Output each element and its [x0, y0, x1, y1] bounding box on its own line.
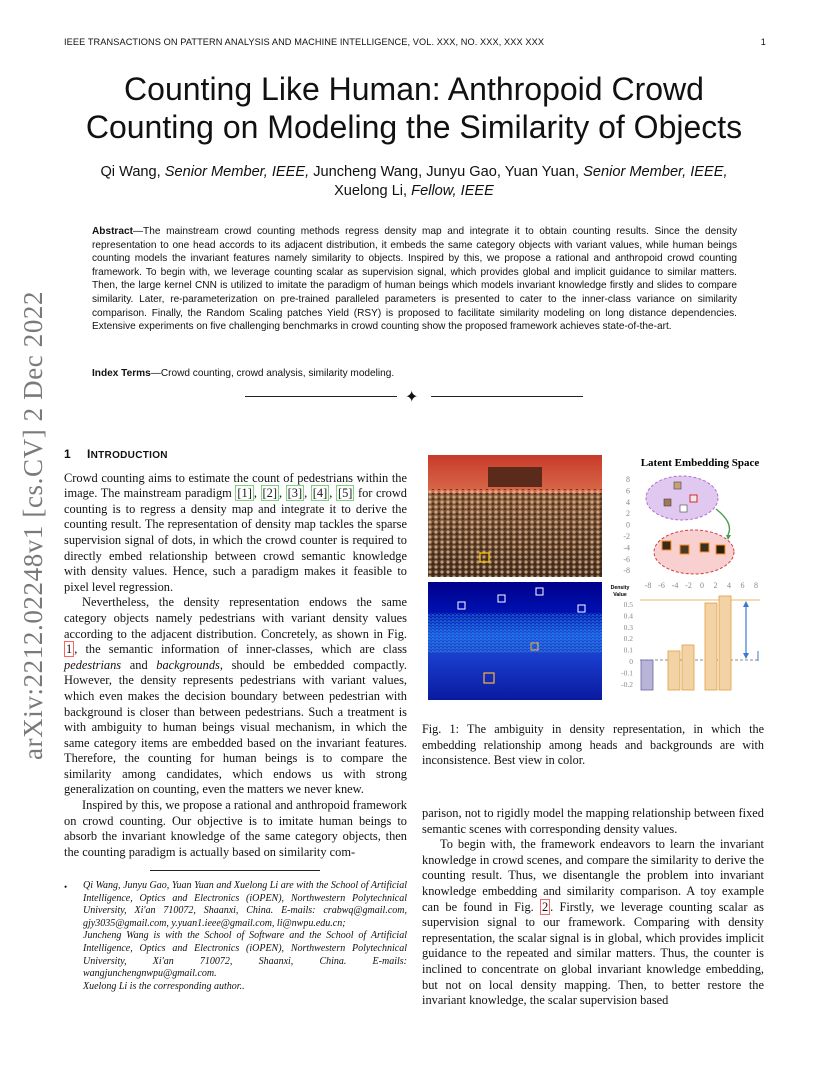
section-title-rest: NTRODUCTION — [90, 450, 168, 461]
index-terms-text: —Crowd counting, crowd analysis, similarity modeling. — [150, 368, 395, 379]
figure-caption: Fig. 1: The ambiguity in density representation, in which the embedding relationship among heads and backgrounds are with inconsistence. Best view in color. — [422, 722, 764, 768]
footnote-affiliation-2: Juncheng Wang is with the School of Software and the School of Artificial Intelligence, Optics and Electronics (iOPEN), Northwestern Polytechnical University, Xi'an 710072, Shaanxi, China. E-mails: wangjunchengnwpu@gmail.com. — [83, 930, 407, 980]
latent-y-ticks — [623, 475, 630, 575]
title-line-1: Counting Like Human: Anthropoid Crowd — [124, 71, 704, 107]
latent-x-tick: -2 — [685, 581, 692, 590]
latent-y-tick: -6 — [623, 554, 630, 564]
rp2-text-b: . Firstly, we leverage counting scalar as supervision signal to our framework. Comparing with density representation, the scalar signal is in global, which provides implicit guidance to the repeated and similar matters. Thus, the counter is inclined to concentrate on global invariant knowledge embedding, but not on local density mapping. Then, to better restore the invariant knowledge, the scalar supervision based — [422, 899, 764, 1008]
green-arrow-head-icon — [726, 535, 731, 540]
latent-y-tick: 8 — [626, 475, 630, 484]
latent-x-tick: 8 — [754, 581, 758, 590]
paragraph-1: Crowd counting aims to estimate the count of pedestrians within the image. The mainstream paradigm [1] , [2] , [3] , [4] , [5] for crowd counting is to regress a density map and integrate it to derive the counting result. The representation of density map tackles the sparse supervision signal of dots, in which the crowd counter is required to directly embed relationship between crowd semantic knowledge with density values. Hence, such a paradigm makes it feasible to pixel level regression. — [64, 470, 407, 594]
latent-y-tick: 0 — [626, 520, 630, 530]
crowd-photo — [428, 455, 602, 577]
right-paragraph-1: parison, not to rigidly model the mapping relationship between fixed semantic scenes with corresponding density values. — [422, 806, 764, 836]
p1-text-a: Crowd counting aims to estimate the count of pedestrians within the image. The mainstream paradigm — [64, 470, 407, 501]
p2-text-c: and — [121, 657, 157, 672]
fig-ref-2[interactable]: 2 — [541, 899, 549, 914]
section-title-first: I — [86, 447, 91, 461]
paper-title — [60, 70, 768, 146]
author-list — [60, 163, 768, 201]
density-heatmap — [428, 582, 602, 700]
latent-x-tick: -4 — [671, 581, 679, 590]
figure-1 — [428, 455, 768, 700]
footnote — [64, 880, 407, 993]
density-y-ticks — [621, 600, 633, 689]
author-5-role: Fellow, IEEE — [411, 183, 494, 199]
index-terms-label: Index Terms — [92, 368, 151, 379]
p1-text-b: for crowd counting is to regress a density map and integrate it to derive the counting result. The representation of density map tackles the sparse supervision signal of dots, in which the crowd counter is required to directly embed relationship between crowd semantic knowledge with density values. Hence, such a paradigm makes it feasible to pixel level regression. — [64, 486, 407, 594]
density-label-2: Value — [613, 592, 627, 598]
latent-x-ticks — [645, 581, 758, 590]
latent-x-tick: 2 — [713, 581, 718, 590]
divider-line-right — [431, 396, 583, 397]
footnote-bullet: • — [64, 882, 68, 892]
author-1-role: Senior Member, IEEE, — [164, 164, 310, 180]
latent-y-tick: 2 — [626, 509, 630, 519]
index-terms — [92, 367, 737, 381]
latent-y-tick: -4 — [623, 543, 630, 553]
p2-text-d: , should be embedded compactly. However, the density represents pedestrians with variant values, which even makes the decision boundary between pedestrian with background is closer than between pedestrians. Such a treatment is with ambiguity to human beings visual mechanism, in which the same category items are embedded based on the invariant features. Therefore, the counting for human beings is to compare the similarity among candidates, which endows us with strong generalization on counting, even the matters we never knew. — [64, 657, 407, 797]
abstract-text: —The mainstream crowd counting methods regress density map and integrate it to obtain counting results. Since the density representation to one head accords to its adjacent distribution, it embeds the same category objects with variant values, while human beings counting models the invariant features namely similarity to objects. Inspired by this, we propose a rational and anthropoid crowd counting framework. To begin with, we leverage counting scalar as supervision signal, which provides global and implicit guidance to similar matters. Then, the large kernel CNN is utilized to imitate the paradigm of human beings which models invariant knowledge firstly and slides to compare similarity. Later, re-parameterization on pre-trained paralleled parameters is presented to cater to the inner-class variance on similarity comparison. Finally, the Random Scaling patches Yield (RSY) is proposed to facilitate similarity modeling on long distance dependencies. Extensive experiments on five challenging benchmarks in crowd counting show the proposed framework achieves state-of-the-art. — [92, 226, 737, 333]
footnote-affiliation-1: Qi Wang, Junyu Gao, Yuan Yuan and Xuelong Li are with the School of Artificial Intelligence, Optics and Electronics (iOPEN), Northwestern Polytechnical University, Xi'an 710072, Shaanxi, China. E-mails: crabwq@gmail.com, gjy3035@gmail.com, y.yuan1.ieee@gmail.com, li@nwpu.edu.cn; — [83, 880, 407, 929]
divider-star-icon: ✦ — [405, 387, 419, 406]
running-header — [64, 37, 766, 47]
author-4-role: Senior Member, IEEE, — [583, 164, 728, 180]
background-cluster — [646, 476, 718, 520]
latent-x-tick: 0 — [700, 581, 704, 590]
abstract — [92, 225, 737, 334]
rp2-text-a: To begin with, the framework endeavors to learn the invariant knowledge in crowd scenes, and compare the similarity to derive the counting result. Thus, we disentangle the problem into invariant knowledge embedding and similarity comparison. A toy example can be found in Fig. — [422, 837, 764, 914]
section-divider — [245, 387, 583, 406]
latent-x-tick: 4 — [727, 581, 731, 590]
citation-2[interactable]: [2] — [262, 486, 277, 501]
paragraph-3: Inspired by this, we propose a rational and anthropoid framework on crowd counting. Our objective is to imitate human beings to absorb the invariant knowledge of the same category objects, then the counting paradigm is actually based on similarity com- — [64, 798, 407, 859]
section-number: 1 — [64, 447, 71, 461]
pedestrian-cluster — [654, 530, 734, 574]
green-arrow-icon — [716, 509, 730, 535]
density-label-1: Density — [610, 585, 630, 591]
page-number: 1 — [760, 37, 766, 47]
citation-5[interactable]: [5] — [337, 486, 353, 501]
citation-4[interactable]: [4] — [312, 486, 328, 501]
arxiv-stamp: arXiv:2212.02248v1 [cs.CV] 2 Dec 2022 — [18, 290, 48, 760]
fig-ref-1[interactable]: 1 — [66, 642, 73, 657]
density-y-tick: 0 — [629, 657, 633, 666]
left-column — [64, 447, 407, 860]
author-1: Qi Wang, — [100, 164, 165, 180]
title-line-2: Counting on Modeling the Similarity of Objects — [85, 109, 743, 145]
p2-italic-backgrounds: backgrounds — [156, 657, 220, 672]
density-y-tick: 0.3 — [623, 622, 633, 632]
journal-name: IEEE TRANSACTIONS ON PATTERN ANALYSIS AND MACHINE INTELLIGENCE, VOL. XXX, NO. XXX, XXX XXX — [64, 37, 545, 47]
author-5: Xuelong Li, — [334, 183, 412, 199]
citation-1[interactable]: [1] — [237, 486, 252, 501]
latent-y-tick: -2 — [623, 532, 630, 541]
latent-y-tick: -8 — [623, 566, 630, 576]
latent-x-tick: -8 — [644, 581, 652, 590]
footnote-corresponding: Xuelong Li is the corresponding author.. — [83, 980, 245, 992]
right-paragraph-2 — [422, 837, 764, 1009]
density-y-tick: -0.2 — [621, 679, 633, 689]
section-heading — [64, 447, 407, 464]
latent-x-tick: -6 — [658, 581, 665, 590]
latent-y-tick: 6 — [626, 486, 630, 496]
p2-italic-pedestrians: pedestrians — [64, 657, 122, 672]
latent-space-title: Latent Embedding Space — [640, 457, 760, 469]
abstract-label: Abstract — [92, 226, 133, 237]
p2-text-a: Nevertheless, the density representation endows the same category objects namely pedestrians with variant density values according to the adjacent distribution. Concretely, as shown in Fig. — [64, 595, 407, 641]
paragraph-2 — [64, 595, 407, 798]
density-bars — [641, 596, 731, 690]
p2-text-b: , the semantic information of inner-classes, which are class — [74, 642, 407, 657]
divider-line-left — [245, 396, 397, 397]
right-column — [422, 806, 764, 1009]
latent-y-tick: 4 — [626, 497, 630, 507]
latent-x-tick: 6 — [740, 581, 745, 590]
density-y-tick: 0.2 — [623, 634, 633, 644]
author-2-4: Juncheng Wang, Junyu Gao, Yuan Yuan, — [309, 164, 584, 180]
density-y-tick: -0.1 — [621, 668, 633, 678]
density-y-tick: 0.4 — [623, 611, 633, 621]
citation-3[interactable]: [3] — [287, 486, 303, 501]
density-y-tick: 0.1 — [623, 645, 633, 655]
density-y-tick: 0.5 — [623, 600, 633, 609]
footnote-rule — [150, 870, 320, 871]
figure-1-graphic — [428, 455, 768, 700]
